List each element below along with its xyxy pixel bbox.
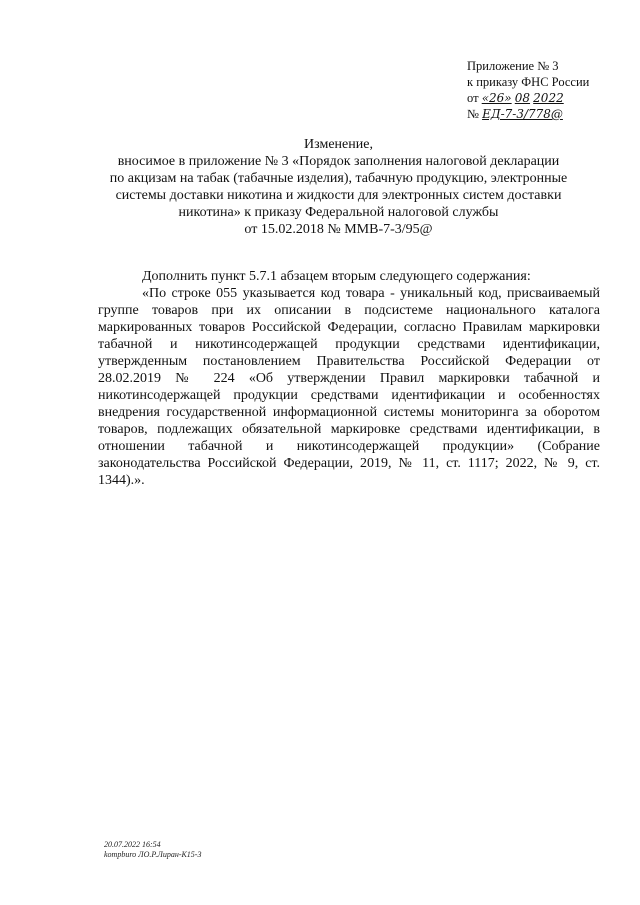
annex-title: Приложение № 3 [467,59,559,73]
title-line: от 15.02.2018 № ММВ-7-3/95@ [244,222,433,237]
annex-date-day: «26» [481,91,512,105]
title-line: по акцизам на табак (табачные изделия), табачную продукцию, электронные [109,171,568,186]
annex-header [467,58,589,122]
document-body [98,268,600,489]
title-line: вносимое в приложение № 3 «Порядок заполнения налоговой декларации [117,154,560,169]
annex-number [467,106,589,122]
document-title [96,136,581,238]
annex-date-prefix: от [467,91,479,105]
annex-order-ref: к приказу ФНС России [467,75,590,89]
body-paragraph-intro: Дополнить пункт 5.7.1 абзацем вторым следующего содержания: [142,269,531,284]
title-line: никотина» к приказу Федеральной налоговой службы [178,205,499,220]
footer-path: kompburo ЛО.Р.Лиран-К15-3 [104,850,202,859]
body-paragraph-content: «По строке 055 указывается код товара - уникальный код, присваиваемый группе товаров при их описании в подсистеме национального каталога маркированных товаров Российской Федерации, согласно Правилам маркировки табачной и никотинсодержащей продукции средствами идентификации, утвержденным постановлением Правительства Российской Федерации от 28.02.2019 № 224 «Об утверждении Правил маркировки табачной и никотинсодержащей продукции средствами идентификации и особенностях внедрения государственной информационной системы мониторинга за оборотом товаров, подлежащих обязательной маркировке средствами идентификации, в отношении табачной и никотинсодержащей продукции» (Собрание законодательства Российской Федерации, 2019, № 11, ст. 1117; 2022, № 9, ст. 1344).». [98,286,600,488]
annex-number-prefix: № [467,107,479,121]
annex-date [467,90,589,106]
print-footer [104,840,201,860]
annex-date-year: 2022 [533,91,564,105]
annex-date-month: 08 [514,91,531,105]
footer-timestamp: 20.07.2022 16:54 [104,840,161,849]
title-line: Изменение, [304,137,373,152]
title-line: системы доставки никотина и жидкости для электронных систем доставки [115,188,562,203]
annex-number-value: ЕД-7-3/778@ [482,107,563,121]
